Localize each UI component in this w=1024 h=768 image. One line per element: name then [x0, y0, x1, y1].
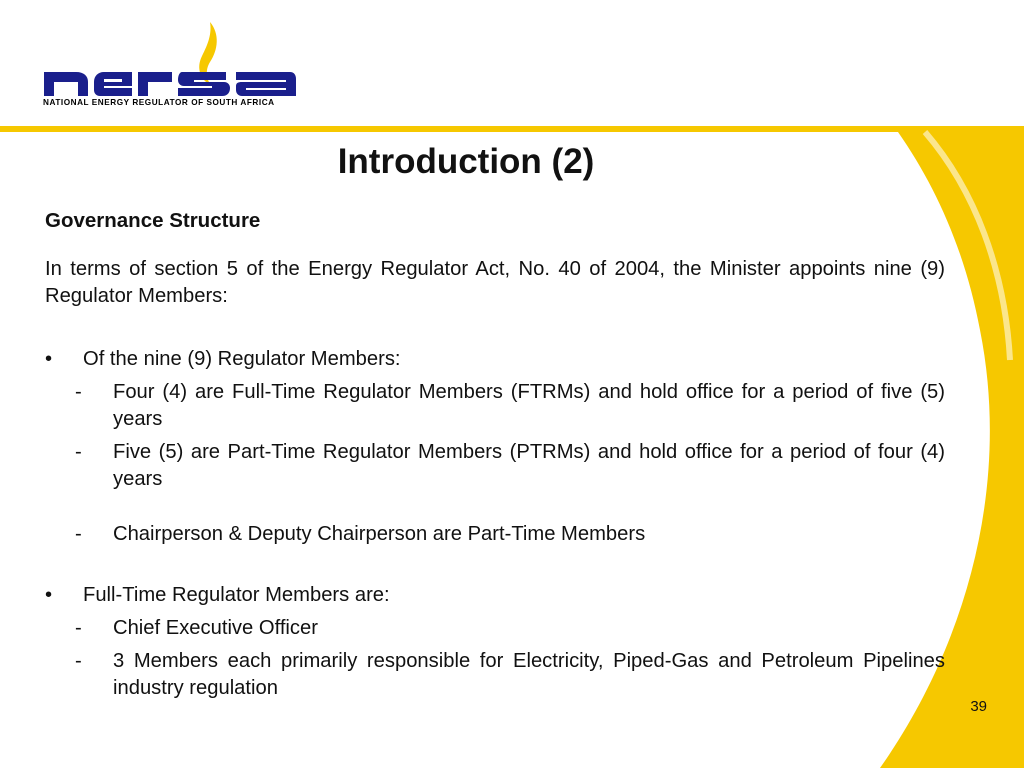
intro-paragraph: In terms of section 5 of the Energy Regulator Act, No. 40 of 2004, the Minister appoints nine (9) Regulator Members: [45, 258, 945, 307]
sub-item [45, 521, 945, 548]
sub-item [45, 648, 945, 702]
bullet-mark: • [45, 584, 53, 606]
dash-mark: - [75, 441, 82, 463]
sub-item-text: Five (5) are Part-Time Regulator Members (PTRMs) and hold office for a period of four (4) years [113, 441, 945, 490]
header-rule [0, 126, 1024, 132]
dash-mark: - [75, 523, 82, 545]
sub-item [45, 379, 945, 433]
slide-body [45, 207, 945, 708]
dash-mark: - [75, 381, 82, 403]
section-heading: Governance Structure [45, 209, 261, 232]
dash-mark: - [75, 650, 82, 672]
bullet-text: Full-Time Regulator Members are: [83, 584, 390, 606]
slide-title: Introduction (2) [337, 142, 595, 181]
sub-item [45, 439, 945, 493]
bullet-item [45, 582, 945, 609]
bullet-mark: • [45, 348, 53, 370]
bullet-item [45, 346, 945, 373]
sub-item-text: Chairperson & Deputy Chairperson are Part-Time Members [113, 523, 646, 545]
sub-item [45, 615, 945, 642]
dash-mark: - [75, 617, 82, 639]
page-number: 39 [970, 698, 987, 715]
sub-item-text: Four (4) are Full-Time Regulator Members (FTRMs) and hold office for a period of five (5) years [113, 381, 945, 430]
sub-item-text: Chief Executive Officer [113, 617, 318, 639]
sub-item-text: 3 Members each primarily responsible for Electricity, Piped-Gas and Petroleum Pipelines industry regulation [113, 650, 945, 699]
bullet-text: Of the nine (9) Regulator Members: [83, 348, 401, 370]
logo-tagline: NATIONAL ENERGY REGULATOR OF SOUTH AFRICA [43, 98, 275, 107]
